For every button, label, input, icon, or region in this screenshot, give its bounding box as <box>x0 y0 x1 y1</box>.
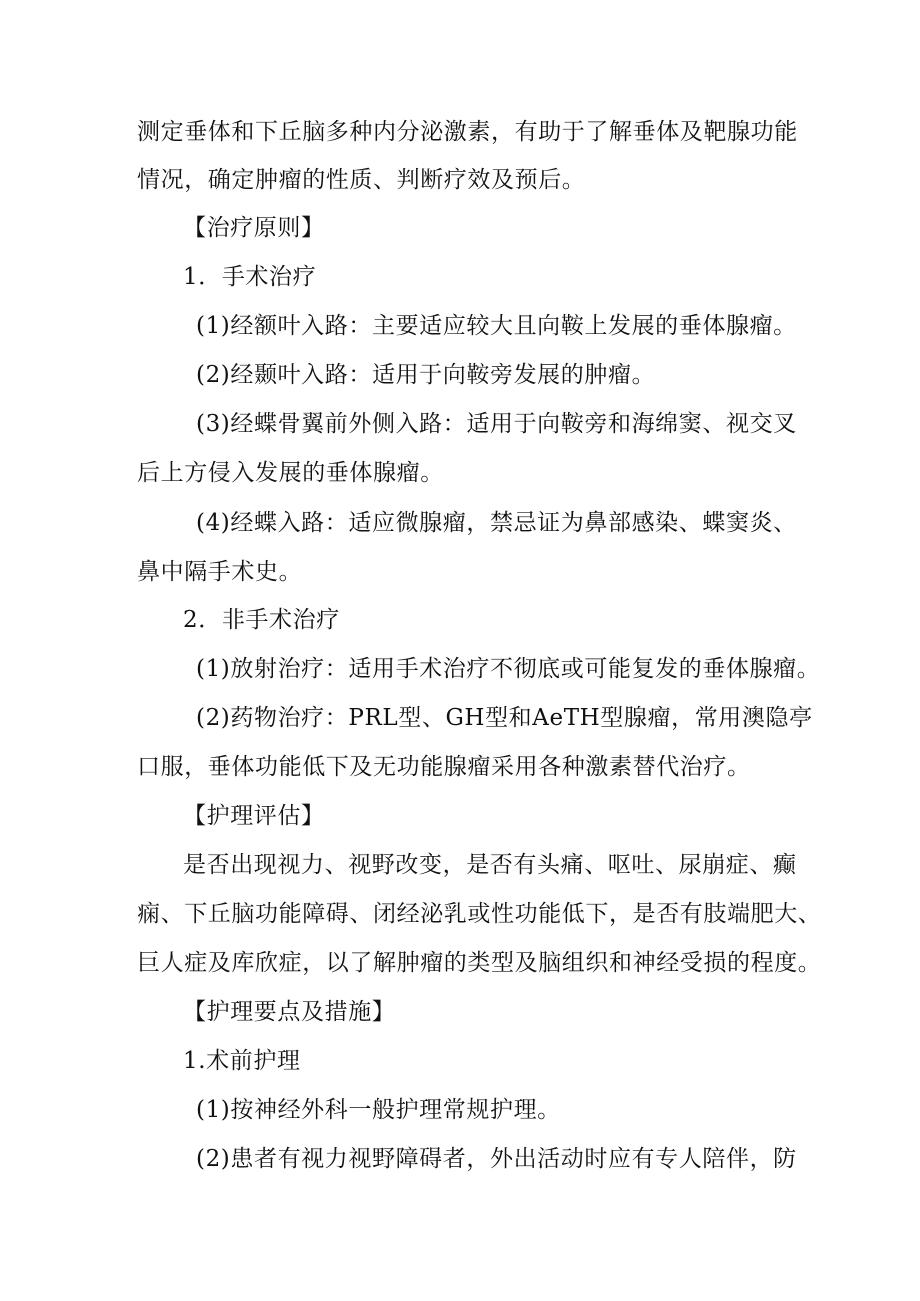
list-item: (3)经蝶骨翼前外侧入路：适用于向鞍旁和海绵窦、视交叉 <box>196 411 797 437</box>
paragraph-line: 情况，确定肿瘤的性质、判断疗效及预后。 <box>137 167 586 193</box>
section-heading-nursing: 【护理要点及措施】 <box>183 999 396 1025</box>
list-item: (1)放射治疗：适用手术治疗不彻底或可能复发的垂体腺瘤。 <box>196 656 821 682</box>
subheading-surgery: 1．手术治疗 <box>183 264 317 290</box>
list-item-continuation: 鼻中隔手术史。 <box>137 559 303 585</box>
paragraph-line: 测定垂体和下丘脑多种内分泌激素，有助于了解垂体及靶腺功能 <box>137 119 798 145</box>
paragraph-line: 是否出现视力、视野改变，是否有头痛、呕吐、尿崩症、癫 <box>183 852 797 878</box>
list-item: (1)按神经外科一般护理常规护理。 <box>196 1097 561 1123</box>
list-item: (1)经额叶入路：主要适应较大且向鞍上发展的垂体腺瘤。 <box>196 313 797 339</box>
section-heading-assessment: 【护理评估】 <box>183 803 325 829</box>
list-item: (2)经颞叶入路：适用于向鞍旁发展的肿瘤。 <box>196 362 656 388</box>
paragraph-line: 痫、下丘脑功能障碍、闭经泌乳或性功能低下，是否有肢端肥大、 <box>137 901 822 927</box>
list-item: (2)患者有视力视野障碍者，外出活动时应有专人陪伴，防 <box>196 1146 797 1172</box>
list-item: (2)药物治疗：PRL型、GH型和AeTH型腺瘤，常用澳隐亭 <box>196 705 813 731</box>
list-item-continuation: 口服，垂体功能低下及无功能腺瘤采用各种激素替代治疗。 <box>137 754 751 780</box>
list-item-continuation: 后上方侵入发展的垂体腺瘤。 <box>137 460 444 486</box>
section-heading-treatment: 【治疗原则】 <box>183 215 325 241</box>
list-item: (4)经蝶入路：适应微腺瘤，禁忌证为鼻部感染、蝶窦炎、 <box>196 510 797 536</box>
subheading-preoperative: 1.术前护理 <box>183 1048 301 1074</box>
paragraph-line: 巨人症及库欣症，以了解肿瘤的类型及脑组织和神经受损的程度。 <box>137 950 822 976</box>
subheading-non-surgery: 2．非手术治疗 <box>183 607 340 633</box>
